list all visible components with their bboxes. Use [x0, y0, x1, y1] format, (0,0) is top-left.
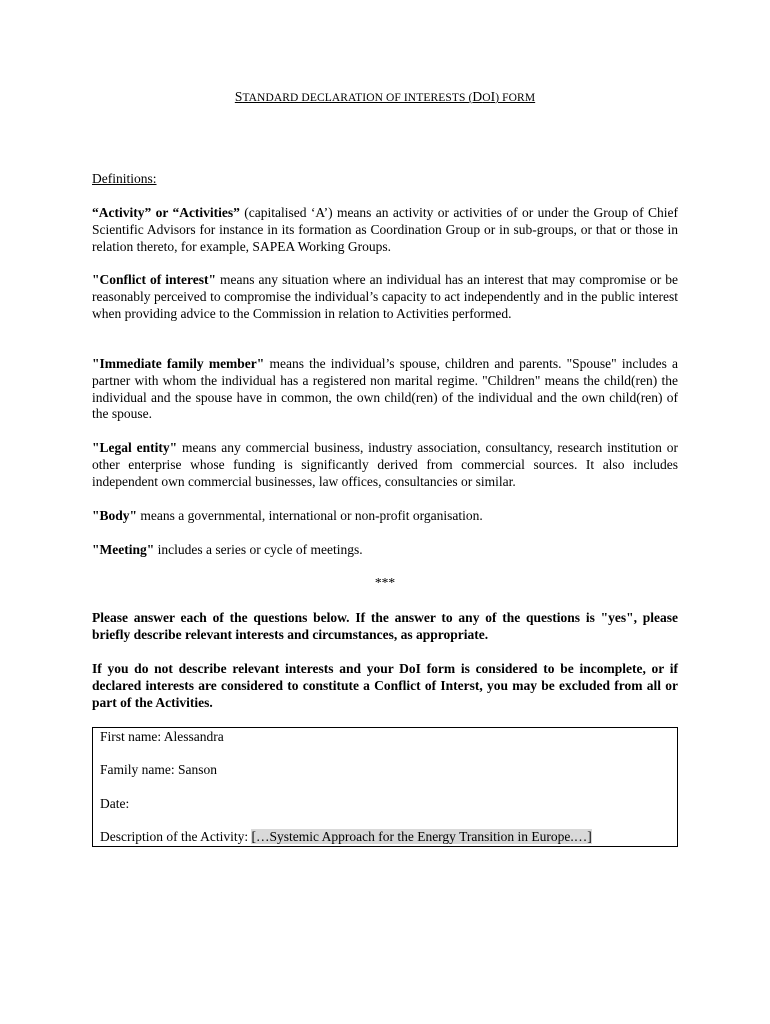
- family-name-field: [100, 762, 217, 778]
- definitions-heading: Definitions:: [92, 171, 157, 186]
- family-name-value[interactable]: Sanson: [178, 762, 218, 777]
- definition-conflict-of-interest: [92, 272, 678, 322]
- definition-term: "Body": [92, 508, 138, 523]
- definition-text: means any commercial business, industry association, consultancy, research institution or other enterprise whose funding is significantly derived from commercial sources. It also includes independent own commercial businesses, law offices, consultancies or similar.: [92, 440, 678, 489]
- first-name-value[interactable]: Alessandra: [163, 729, 224, 744]
- family-name-label: Family name:: [100, 762, 178, 777]
- definition-term: "Conflict of interest": [92, 272, 217, 287]
- instruction-answer-questions: Please answer each of the questions below. If the answer to any of the questions is "yes", please briefly describe relevant interests and circumstances, as appropriate.: [92, 610, 678, 642]
- definition-body: [92, 508, 678, 525]
- date-label: Date:: [100, 796, 130, 811]
- first-name-field: [100, 729, 224, 745]
- definition-immediate-family-member: [92, 356, 678, 423]
- definition-text: means the individual’s spouse, children and parents. "Spouse" includes a partner with whom the individual has a registered non marital regime. "Children" means the child(ren) the individual and the spouse have in common, the own child(ren) of the individual and the own child(ren) of the spouse.: [92, 356, 678, 422]
- definition-meeting: [92, 542, 678, 559]
- definition-text: means a governmental, international or non-profit organisation.: [137, 508, 483, 523]
- definition-term: "Legal entity": [92, 440, 178, 455]
- activity-description-value[interactable]: […Systemic Approach for the Energy Transition in Europe.…]: [251, 829, 592, 844]
- date-field: [100, 796, 129, 812]
- definition-term: "Meeting": [92, 542, 155, 557]
- definition-text: means any situation where an individual has an interest that may compromise or be reasonably perceived to compromise the individual’s capacity to act independently and in the public interest when providing advice to the Commission in relation to Activities performed.: [92, 272, 678, 321]
- definition-term: "Immediate family member": [92, 356, 265, 371]
- first-name-label: First name:: [100, 729, 164, 744]
- form-title: STANDARD DECLARATION OF INTERESTS (DOI) FORM: [234, 89, 536, 104]
- activity-description-field: [100, 829, 592, 845]
- instruction-incomplete-warning: If you do not describe relevant interests and your DoI form is considered to be incomplete, or if declared interests are considered to constitute a Conflict of Interst, you may be excluded from all or part of the Activities.: [92, 661, 678, 710]
- definition-legal-entity: [92, 440, 678, 490]
- definition-term: “Activity” or “Activities”: [92, 205, 240, 220]
- definition-activity: [92, 205, 678, 255]
- definition-text: includes a series or cycle of meetings.: [154, 542, 363, 557]
- activity-description-label: Description of the Activity:: [100, 829, 252, 844]
- personal-details-box: [92, 727, 678, 847]
- section-separator: ***: [374, 575, 396, 590]
- definition-text: (capitalised ‘A’) means an activity or activities of or under the Group of Chief Scientific Advisors for instance in its formation as Coordination Group or in sub-groups, or that or those in relation thereto, for example, SAPEA Working Groups.: [92, 205, 678, 254]
